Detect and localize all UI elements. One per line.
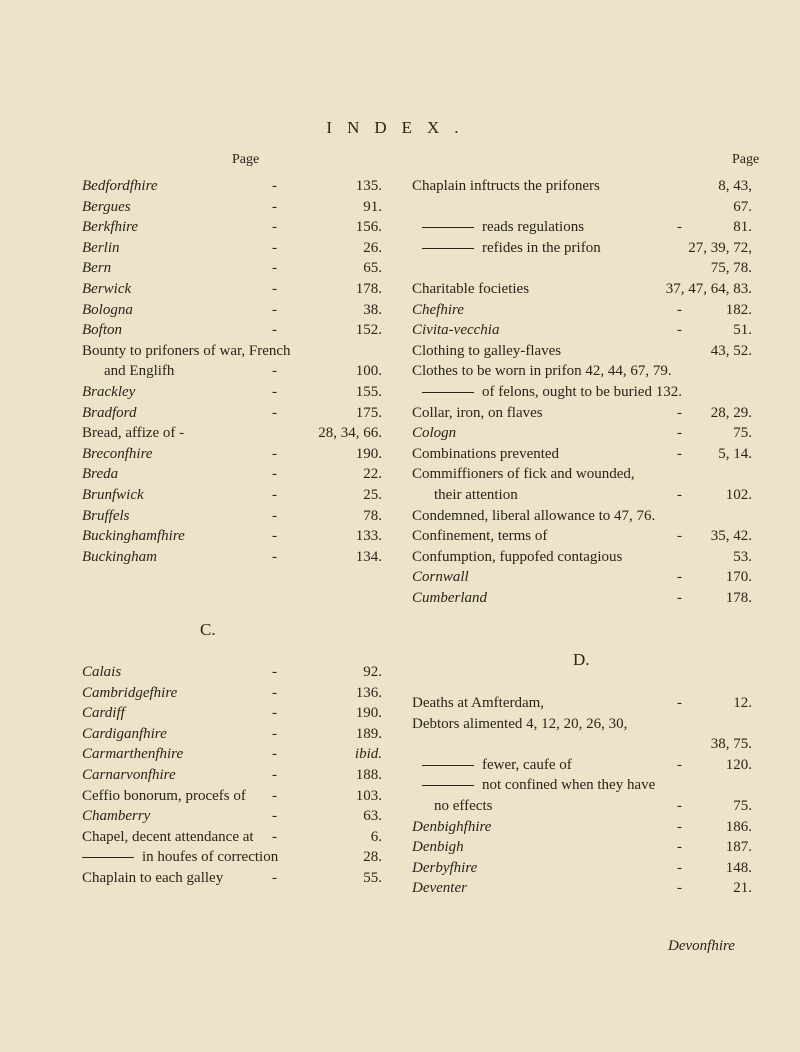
entry-term: Breconfhire bbox=[82, 445, 153, 462]
leader-dash: - bbox=[677, 528, 682, 545]
entry-term: Combinations prevented bbox=[412, 445, 560, 462]
index-entry bbox=[412, 858, 752, 879]
entry-page-number: 38. bbox=[363, 301, 382, 318]
page-header: INDEX. bbox=[326, 118, 474, 137]
index-entry bbox=[412, 775, 752, 796]
index-entry bbox=[82, 868, 382, 889]
leader-dash: - bbox=[272, 548, 277, 565]
index-entry bbox=[412, 238, 752, 259]
entry-term: Berlin bbox=[82, 239, 120, 256]
entry-term: Civita-vecchia bbox=[412, 322, 500, 339]
entry-term: Chefhire bbox=[412, 301, 464, 318]
leader-dash: - bbox=[272, 486, 277, 503]
index-entry bbox=[82, 341, 382, 362]
section-heading-c: C. bbox=[200, 620, 216, 639]
entry-term: not confined when they have bbox=[422, 775, 655, 796]
entry-term: Buckinghamfhire bbox=[82, 528, 185, 545]
entry-term: Charitable focieties bbox=[412, 280, 530, 297]
entry-term: Bruffels bbox=[82, 507, 130, 524]
ditto-rule bbox=[422, 765, 474, 766]
leader-dash: - bbox=[272, 766, 277, 783]
entry-page-number: 91. bbox=[363, 198, 382, 215]
entry-term: Carnarvonfhire bbox=[82, 766, 176, 783]
index-entry bbox=[82, 765, 382, 786]
index-entry bbox=[82, 464, 382, 485]
entry-term: fewer, caufe of bbox=[422, 755, 572, 776]
index-entry bbox=[82, 662, 382, 683]
leader-dash: - bbox=[272, 219, 277, 236]
entry-term: Denbigh bbox=[412, 839, 464, 856]
leader-dash: - bbox=[677, 589, 682, 606]
entry-term: Brackley bbox=[82, 383, 136, 400]
entry-term: Confinement, terms of bbox=[412, 528, 548, 545]
leader-dash: - bbox=[677, 797, 682, 814]
index-entry bbox=[412, 341, 752, 362]
entry-page-number: 26. bbox=[363, 239, 382, 256]
index-entry bbox=[412, 693, 752, 714]
ditto-rule bbox=[422, 248, 474, 249]
index-entry bbox=[82, 423, 382, 444]
entry-term: refides in the prifon bbox=[422, 238, 601, 259]
entry-term: Chapel, decent attendance at bbox=[82, 828, 254, 845]
entry-page-number: 75. bbox=[733, 797, 752, 814]
ditto-rule bbox=[422, 392, 474, 393]
index-entry bbox=[82, 724, 382, 745]
entry-term: Buckingham bbox=[82, 548, 157, 565]
entry-page-number: 186. bbox=[725, 818, 752, 835]
index-entry bbox=[412, 755, 752, 776]
index-entry bbox=[412, 526, 752, 547]
leader-dash: - bbox=[677, 839, 682, 856]
entry-page-number: 78. bbox=[363, 507, 382, 524]
leader-dash: - bbox=[272, 404, 277, 421]
entry-term: Debtors alimented 4, 12, 20, 26, 30, bbox=[412, 715, 628, 732]
index-entry bbox=[412, 734, 752, 755]
entry-page-number: 27, 39, 72, bbox=[688, 239, 752, 256]
entry-term: Chaplain inftructs the prifoners bbox=[412, 178, 600, 194]
index-entry bbox=[82, 320, 382, 341]
index-entry bbox=[412, 217, 752, 238]
entry-term: Bofton bbox=[82, 322, 122, 339]
leader-dash: - bbox=[272, 322, 277, 339]
index-entry bbox=[412, 279, 752, 300]
entry-page-number: 92. bbox=[363, 664, 382, 680]
entry-page-number: 22. bbox=[363, 466, 382, 483]
index-entry bbox=[82, 258, 382, 279]
entry-term: Bedfordfhire bbox=[82, 178, 158, 194]
entry-page-number: 103. bbox=[355, 787, 382, 804]
index-entry bbox=[82, 506, 382, 527]
index-entry bbox=[82, 744, 382, 765]
entry-term: Deventer bbox=[412, 880, 467, 897]
leader-dash: - bbox=[272, 808, 277, 825]
entry-term: Bradford bbox=[82, 404, 137, 421]
entry-term: Cornwall bbox=[412, 569, 469, 586]
leader-dash: - bbox=[677, 695, 682, 711]
index-column-left-top bbox=[82, 176, 382, 567]
entry-term: Bounty to prifoners of war, French bbox=[82, 342, 291, 359]
page-column-label-left: Page bbox=[232, 152, 260, 167]
entry-page-number: 28. bbox=[363, 849, 382, 866]
leader-dash: - bbox=[272, 301, 277, 318]
entry-term: Clothing to galley-flaves bbox=[412, 342, 562, 359]
index-entry bbox=[82, 703, 382, 724]
entry-term: Berwick bbox=[82, 280, 132, 297]
index-entry bbox=[82, 547, 382, 568]
entry-page-number: 63. bbox=[363, 808, 382, 825]
index-entry bbox=[412, 837, 752, 858]
entry-term: Breda bbox=[82, 466, 119, 483]
entry-page-number: 187. bbox=[725, 839, 752, 856]
entry-term: no effects bbox=[434, 797, 493, 814]
leader-dash: - bbox=[272, 445, 277, 462]
index-entry bbox=[412, 714, 752, 735]
index-entry bbox=[412, 567, 752, 588]
index-entry bbox=[412, 320, 752, 341]
leader-dash: - bbox=[677, 445, 682, 462]
entry-term: Bread, affize of - bbox=[82, 425, 185, 442]
entry-term: Cologn bbox=[412, 425, 457, 442]
leader-dash: - bbox=[272, 239, 277, 256]
entry-page-number: 182. bbox=[725, 301, 752, 318]
index-entry bbox=[412, 464, 752, 485]
entry-page-number: 156. bbox=[355, 219, 382, 236]
entry-page-number: 81. bbox=[733, 219, 752, 236]
entry-page-number: 190. bbox=[355, 705, 382, 722]
entry-page-number: 65. bbox=[363, 260, 382, 277]
index-entry bbox=[82, 361, 382, 382]
entry-term: Derbyfhire bbox=[412, 859, 478, 876]
index-entry bbox=[412, 817, 752, 838]
entry-term: Cumberland bbox=[412, 589, 487, 606]
entry-page-number: 75. bbox=[733, 425, 752, 442]
index-entry bbox=[82, 526, 382, 547]
ditto-rule bbox=[422, 227, 474, 228]
entry-term: Clothes to be worn in prifon 42, 44, 67, 79. bbox=[412, 363, 672, 380]
entry-page-number: 178. bbox=[725, 589, 752, 606]
index-column-left-bottom bbox=[82, 662, 382, 889]
entry-page-number: 120. bbox=[725, 756, 752, 773]
index-entry bbox=[82, 485, 382, 506]
entry-page-number: 152. bbox=[355, 322, 382, 339]
index-entry bbox=[82, 279, 382, 300]
leader-dash: - bbox=[677, 818, 682, 835]
entry-page-number: 175. bbox=[355, 404, 382, 421]
entry-page-number: 28, 34, 66. bbox=[318, 425, 382, 442]
index-column-right-top bbox=[412, 176, 752, 608]
entry-page-number: 190. bbox=[355, 445, 382, 462]
leader-dash: - bbox=[272, 746, 277, 763]
index-entry bbox=[412, 878, 752, 899]
entry-term: Condemned, liberal allowance to 47, 76. bbox=[412, 507, 656, 524]
index-entry bbox=[412, 258, 752, 279]
entry-term: Cambridgefhire bbox=[82, 684, 178, 701]
entry-term: Commiffioners of fick and wounded, bbox=[412, 466, 635, 483]
index-entry bbox=[82, 683, 382, 704]
ditto-rule bbox=[422, 785, 474, 786]
leader-dash: - bbox=[677, 219, 682, 236]
index-entry bbox=[412, 423, 752, 444]
entry-page-number: 67. bbox=[733, 198, 752, 215]
index-entry bbox=[82, 300, 382, 321]
index-column-right-bottom bbox=[412, 693, 752, 899]
leader-dash: - bbox=[677, 569, 682, 586]
entry-page-number: 188. bbox=[355, 766, 382, 783]
entry-page-number: 51. bbox=[733, 322, 752, 339]
entry-page-number: 178. bbox=[355, 280, 382, 297]
index-entry bbox=[412, 197, 752, 218]
leader-dash: - bbox=[677, 486, 682, 503]
entry-page-number: 75, 78. bbox=[710, 260, 752, 277]
entry-term: Cardiff bbox=[82, 705, 125, 722]
entry-page-number: 136. bbox=[355, 684, 382, 701]
index-entry bbox=[412, 403, 752, 424]
entry-page-number: 155. bbox=[355, 383, 382, 400]
entry-term: Chaplain to each galley bbox=[82, 869, 224, 886]
entry-term: Bergues bbox=[82, 198, 131, 215]
leader-dash: - bbox=[272, 664, 277, 680]
index-entry bbox=[82, 217, 382, 238]
entry-page-number: 133. bbox=[355, 528, 382, 545]
leader-dash: - bbox=[272, 528, 277, 545]
index-entry bbox=[82, 197, 382, 218]
ditto-rule bbox=[82, 857, 134, 858]
entry-page-number: 43, 52. bbox=[710, 342, 752, 359]
leader-dash: - bbox=[272, 466, 277, 483]
entry-term: Collar, iron, on flaves bbox=[412, 404, 543, 421]
entry-page-number: 6. bbox=[370, 828, 382, 845]
entry-page-number: 37, 47, 64, 83. bbox=[665, 280, 752, 297]
entry-term: of felons, ought to be buried 132. bbox=[422, 382, 682, 403]
index-entry bbox=[82, 827, 382, 848]
entry-term: Bologna bbox=[82, 301, 133, 318]
entry-term: Brunfwick bbox=[82, 486, 144, 503]
entry-page-number: 102. bbox=[725, 486, 752, 503]
index-entry bbox=[82, 382, 382, 403]
entry-page-number: 148. bbox=[725, 859, 752, 876]
index-entry bbox=[412, 485, 752, 506]
leader-dash: - bbox=[272, 869, 277, 886]
leader-dash: - bbox=[272, 363, 277, 380]
leader-dash: - bbox=[272, 705, 277, 722]
leader-dash: - bbox=[677, 404, 682, 421]
index-entry bbox=[412, 300, 752, 321]
index-entry bbox=[412, 176, 752, 197]
index-entry bbox=[412, 506, 752, 527]
page-column-label-right: Page bbox=[732, 152, 760, 167]
leader-dash: - bbox=[677, 859, 682, 876]
entry-term: Deaths at Amfterdam, bbox=[412, 695, 545, 711]
index-entry bbox=[412, 361, 752, 382]
entry-page-number: 12. bbox=[733, 695, 752, 711]
entry-term: Berkfhire bbox=[82, 219, 139, 236]
entry-page-number: 170. bbox=[725, 569, 752, 586]
catchword: Devonfhire bbox=[668, 938, 735, 954]
leader-dash: - bbox=[677, 425, 682, 442]
index-entry bbox=[412, 547, 752, 568]
entry-term: and Englifh bbox=[104, 363, 175, 380]
entry-term: Cardiganfhire bbox=[82, 725, 167, 742]
entry-term: Bern bbox=[82, 260, 112, 277]
entry-term: reads regulations bbox=[422, 217, 584, 238]
leader-dash: - bbox=[272, 684, 277, 701]
entry-page-number: 100. bbox=[355, 363, 382, 380]
leader-dash: - bbox=[677, 880, 682, 897]
index-entry bbox=[412, 382, 752, 403]
entry-page-number: 38, 75. bbox=[710, 736, 752, 753]
entry-term: in houfes of correction bbox=[82, 847, 278, 868]
index-entry bbox=[82, 806, 382, 827]
entry-term: their attention bbox=[434, 486, 518, 503]
leader-dash: - bbox=[272, 787, 277, 804]
leader-dash: - bbox=[272, 178, 277, 194]
index-entry bbox=[82, 847, 382, 868]
entry-page-number: 8, 43, bbox=[718, 178, 752, 194]
leader-dash: - bbox=[677, 322, 682, 339]
entry-page-number: 28, 29. bbox=[710, 404, 752, 421]
section-heading-d: D. bbox=[573, 650, 590, 669]
entry-page-number: 5, 14. bbox=[718, 445, 752, 462]
index-entry bbox=[412, 796, 752, 817]
entry-page-number: 189. bbox=[355, 725, 382, 742]
leader-dash: - bbox=[272, 828, 277, 845]
index-entry bbox=[82, 403, 382, 424]
entry-page-number: ibid. bbox=[354, 746, 382, 763]
entry-term: Carmarthenfhire bbox=[82, 746, 184, 763]
entry-term: Denbighfhire bbox=[412, 818, 492, 835]
index-entry bbox=[82, 786, 382, 807]
leader-dash: - bbox=[272, 198, 277, 215]
index-entry bbox=[82, 444, 382, 465]
entry-page-number: 25. bbox=[363, 486, 382, 503]
index-entry bbox=[82, 176, 382, 197]
entry-page-number: 55. bbox=[363, 869, 382, 886]
leader-dash: - bbox=[272, 260, 277, 277]
leader-dash: - bbox=[272, 725, 277, 742]
entry-page-number: 53. bbox=[733, 548, 752, 565]
leader-dash: - bbox=[677, 756, 682, 773]
leader-dash: - bbox=[677, 301, 682, 318]
entry-term: Confumption, fuppofed contagious bbox=[412, 548, 623, 565]
entry-page-number: 135. bbox=[355, 178, 382, 194]
leader-dash: - bbox=[272, 383, 277, 400]
leader-dash: - bbox=[272, 280, 277, 297]
leader-dash: - bbox=[272, 507, 277, 524]
entry-page-number: 21. bbox=[733, 880, 752, 897]
index-entry bbox=[412, 588, 752, 609]
entry-page-number: 35, 42. bbox=[710, 528, 752, 545]
entry-page-number: 134. bbox=[355, 548, 382, 565]
entry-term: Calais bbox=[82, 664, 122, 680]
index-entry bbox=[412, 444, 752, 465]
entry-term: Chamberry bbox=[82, 808, 151, 825]
entry-term: Ceffio bonorum, procefs of bbox=[82, 787, 246, 804]
index-entry bbox=[82, 238, 382, 259]
